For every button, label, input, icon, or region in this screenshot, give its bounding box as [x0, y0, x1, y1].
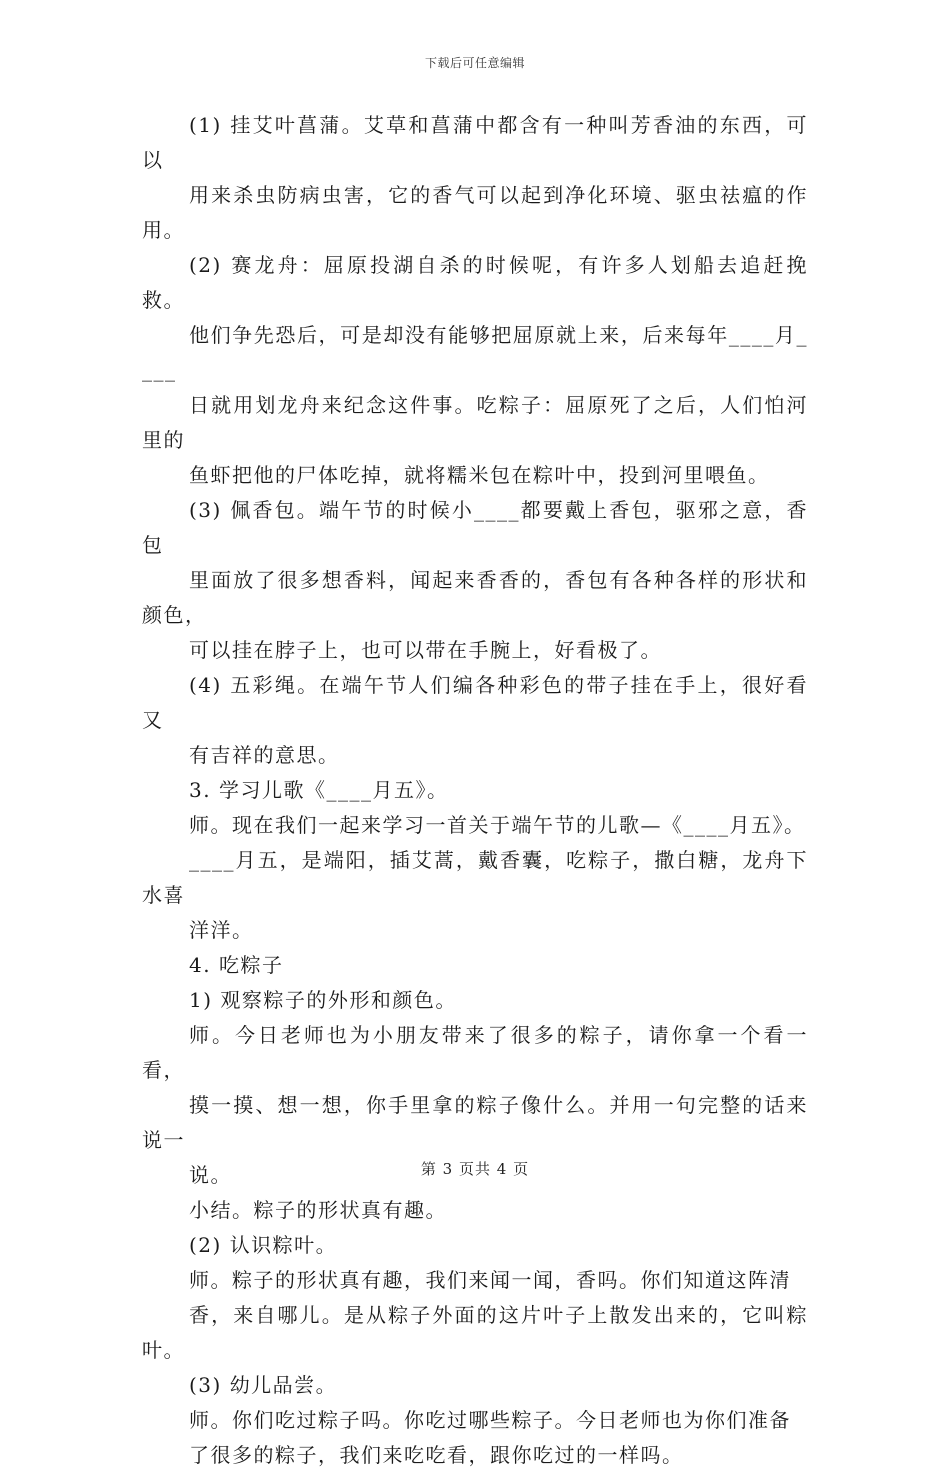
text-line: 鱼虾把他的尸体吃掉，就将糯米包在粽叶中，投到河里喂鱼。	[189, 463, 770, 487]
text-line: (3) 幼儿品尝。	[189, 1373, 338, 1397]
text-line: (4) 五彩绳。在端午节人们编各种彩色的带子挂在手上，很好看又	[142, 673, 808, 732]
text-line: 师。你们吃过粽子吗。你吃过哪些粽子。今日老师也为你们准备	[189, 1408, 791, 1432]
text-line: 日就用划龙舟来纪念这件事。吃粽子：屈原死了之后，人们怕河里的	[142, 393, 808, 452]
text-line: 师。今日老师也为小朋友带来了很多的粽子，请你拿一个看一看，	[142, 1023, 808, 1082]
text-line: (1) 挂艾叶菖蒲。艾草和菖蒲中都含有一种叫芳香油的东西，可以	[142, 113, 808, 172]
text-line: 他们争先恐后，可是却没有能够把屈原就上来，后来每年____月____	[142, 323, 808, 382]
text-line: 1) 观察粽子的外形和颜色。	[189, 988, 457, 1012]
page-footer: 第 3 页共 4 页	[420, 1160, 530, 1178]
section-heading-4	[142, 948, 808, 983]
text-line: 里面放了很多想香料，闻起来香香的，香包有各种各样的形状和颜色，	[142, 568, 808, 627]
text-line: (2) 赛龙舟：屈原投湖自杀的时候呢，有许多人划船去追赶挽救。	[142, 253, 808, 312]
text-line: 3. 学习儿歌《____月五》。	[189, 778, 449, 802]
text-line: 有吉祥的意思。	[189, 743, 340, 767]
text-line: 了很多的粽子，我们来吃吃看，跟你吃过的一样吗。	[189, 1443, 684, 1467]
text-line: 师。现在我们一起来学习一首关于端午节的儿歌—《____月五》。	[189, 813, 806, 837]
text-line: 香，来自哪儿。是从粽子外面的这片叶子上散发出来的，它叫粽叶。	[142, 1303, 808, 1362]
subheading-leaf	[142, 1228, 808, 1263]
subheading-taste	[142, 1368, 808, 1403]
subheading-observe	[142, 983, 808, 1018]
text-line: 说。	[189, 1163, 232, 1187]
text-line: 4. 吃粽子	[189, 953, 284, 977]
text-line: 用来杀虫防病虫害，它的香气可以起到净化环境、驱虫祛瘟的作用。	[142, 183, 808, 242]
paragraph-item3	[142, 493, 808, 668]
text-line: 摸一摸、想一想，你手里拿的粽子像什么。并用一句完整的话来说一	[142, 1093, 808, 1152]
text-line: 师。粽子的形状真有趣，我们来闻一闻，香吗。你们知道这阵清	[189, 1268, 791, 1292]
paragraph-item2	[142, 248, 808, 493]
text-line: (2) 认识粽叶。	[189, 1233, 338, 1257]
text-line: 洋洋。	[189, 918, 254, 942]
paragraph-taste	[142, 1403, 808, 1473]
text-line: ____月五，是端阳，插艾蒿，戴香囊，吃粽子，撒白糖，龙舟下水喜	[142, 848, 808, 907]
text-line: (3) 佩香包。端午节的时候小____都要戴上香包，驱邪之意，香包	[142, 498, 808, 557]
text-line: 小结。粽子的形状真有趣。	[189, 1198, 447, 1222]
paragraph-item1	[142, 108, 808, 248]
paragraph-leaf	[142, 1263, 808, 1368]
text-line: 可以挂在脖子上，也可以带在手腕上，好看极了。	[189, 638, 662, 662]
paragraph-item4	[142, 668, 808, 773]
document-body	[142, 108, 808, 1473]
paragraph-song	[142, 808, 808, 948]
paragraph-summary	[142, 1193, 808, 1228]
section-heading-3	[142, 773, 808, 808]
page-header: 下载后可任意编辑	[424, 56, 525, 70]
